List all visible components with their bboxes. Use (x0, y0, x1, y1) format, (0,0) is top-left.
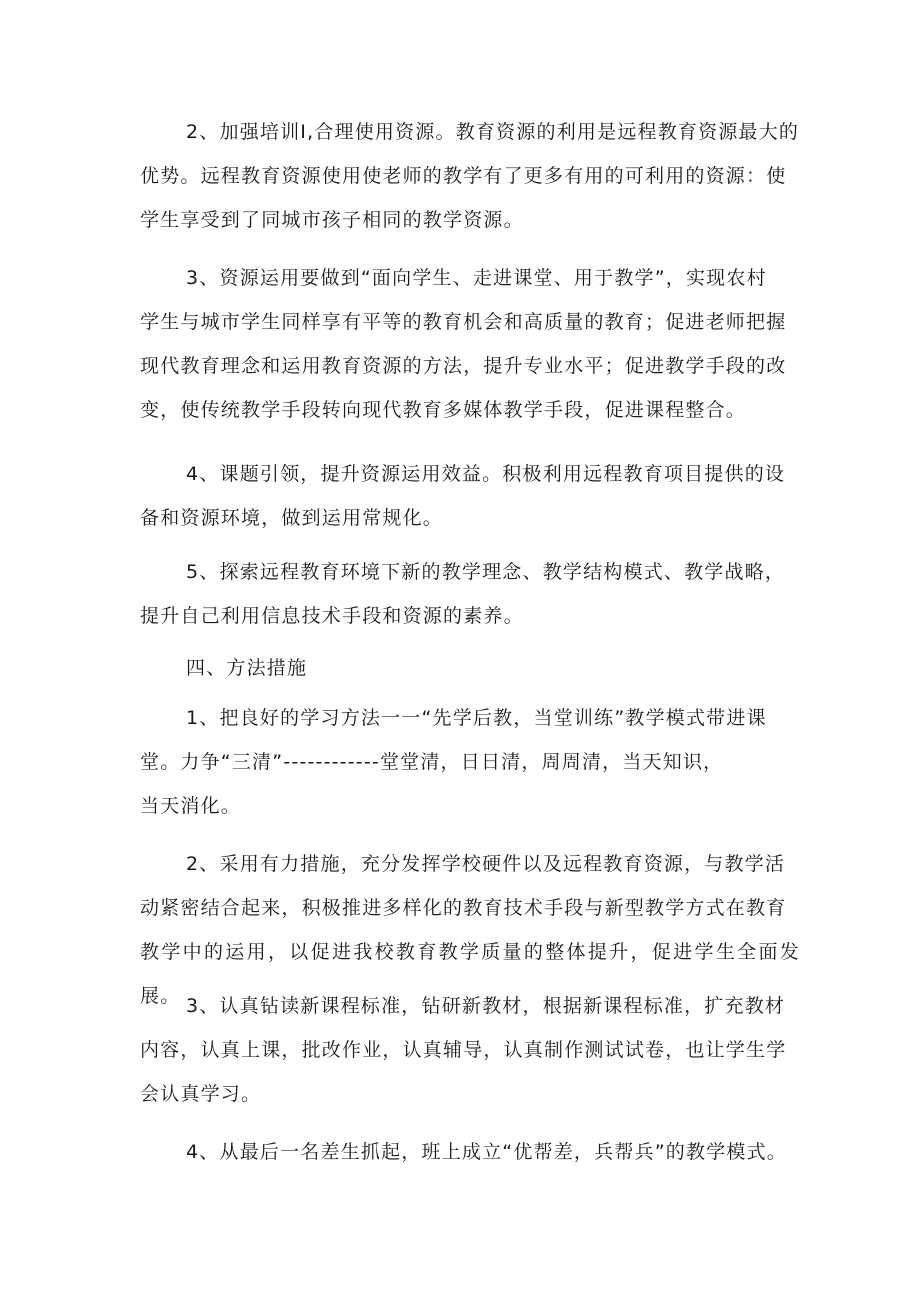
text-line: 教学中的运用，以促进我校教育教学质量的整体提升，促进学生全面发展。 (140, 941, 800, 1007)
paragraph-research-leading (140, 452, 800, 540)
text-line: 备和资源环境，做到运用常规化。 (140, 507, 444, 529)
text-line: 会认真学习。 (140, 1083, 262, 1105)
text-line: 3、资源运用要做到“面向学生、走进课堂、用于教学”，实现农村 (186, 267, 767, 289)
text-line: 当天消化。 (140, 795, 242, 817)
text-line: 2、加强培训I,合理使用资源。教育资源的利用是远程教育资源最大的 (186, 121, 800, 143)
text-line: 4、课题引领，提升资源运用效益。积极利用远程教育项目提供的设 (186, 463, 786, 485)
text-line: 学生享受到了同城市孩子相同的教学资源。 (140, 209, 524, 231)
text-line: 1、把良好的学习方法一一“先学后教，当堂训练”教学模式带进课 (186, 707, 767, 729)
text-line: 5、探索远程教育环境下新的教学理念、教学结构模式、教学战略， (186, 561, 786, 583)
text-line: 2、采用有力措施，充分发挥学校硬件以及远程教育资源，与教学活 (186, 853, 786, 875)
paragraph-training-resources (140, 110, 800, 242)
text-line: 内容，认真上课，批改作业，认真辅导，认真制作测试试卷，也让学生学 (140, 1039, 787, 1061)
section-heading-methods: 四、方法措施 (186, 657, 308, 679)
text-line: 现代教育理念和运用教育资源的方法，提升专业水平；促进教学手段的改 (140, 355, 787, 377)
text-line: 变，使传统教学手段转向现代教育多媒体教学手段，促进课程整合。 (140, 399, 747, 421)
text-line: 4、从最后一名差生抓起，班上成立“优帮差，兵帮兵”的教学模式。 (186, 1141, 787, 1163)
text-line: 提升自己利用信息技术手段和资源的素养。 (140, 605, 524, 627)
paragraph-resource-application (140, 256, 800, 432)
paragraph-learning-method (140, 696, 800, 828)
paragraph-curriculum-study (140, 984, 800, 1116)
text-line: 动紧密结合起来，积极推进多样化的教育技术手段与新型教学方式在教育 (140, 897, 787, 919)
paragraph-peer-help (140, 1130, 800, 1174)
text-line: 优势。远程教育资源使用使老师的教学有了更多有用的可利用的资源：使 (140, 165, 787, 187)
text-line: 3、认真钻读新课程标准，钻研新教材，根据新课程标准，扩充教材 (186, 995, 786, 1017)
paragraph-explore-teaching (140, 550, 800, 638)
text-line: 学生与城市学生同样享有平等的教育机会和高质量的教育；促进老师把握 (140, 311, 787, 333)
text-line: 堂。力争“三清”------------堂堂清，日日清，周周清，当天知识， (140, 751, 724, 773)
